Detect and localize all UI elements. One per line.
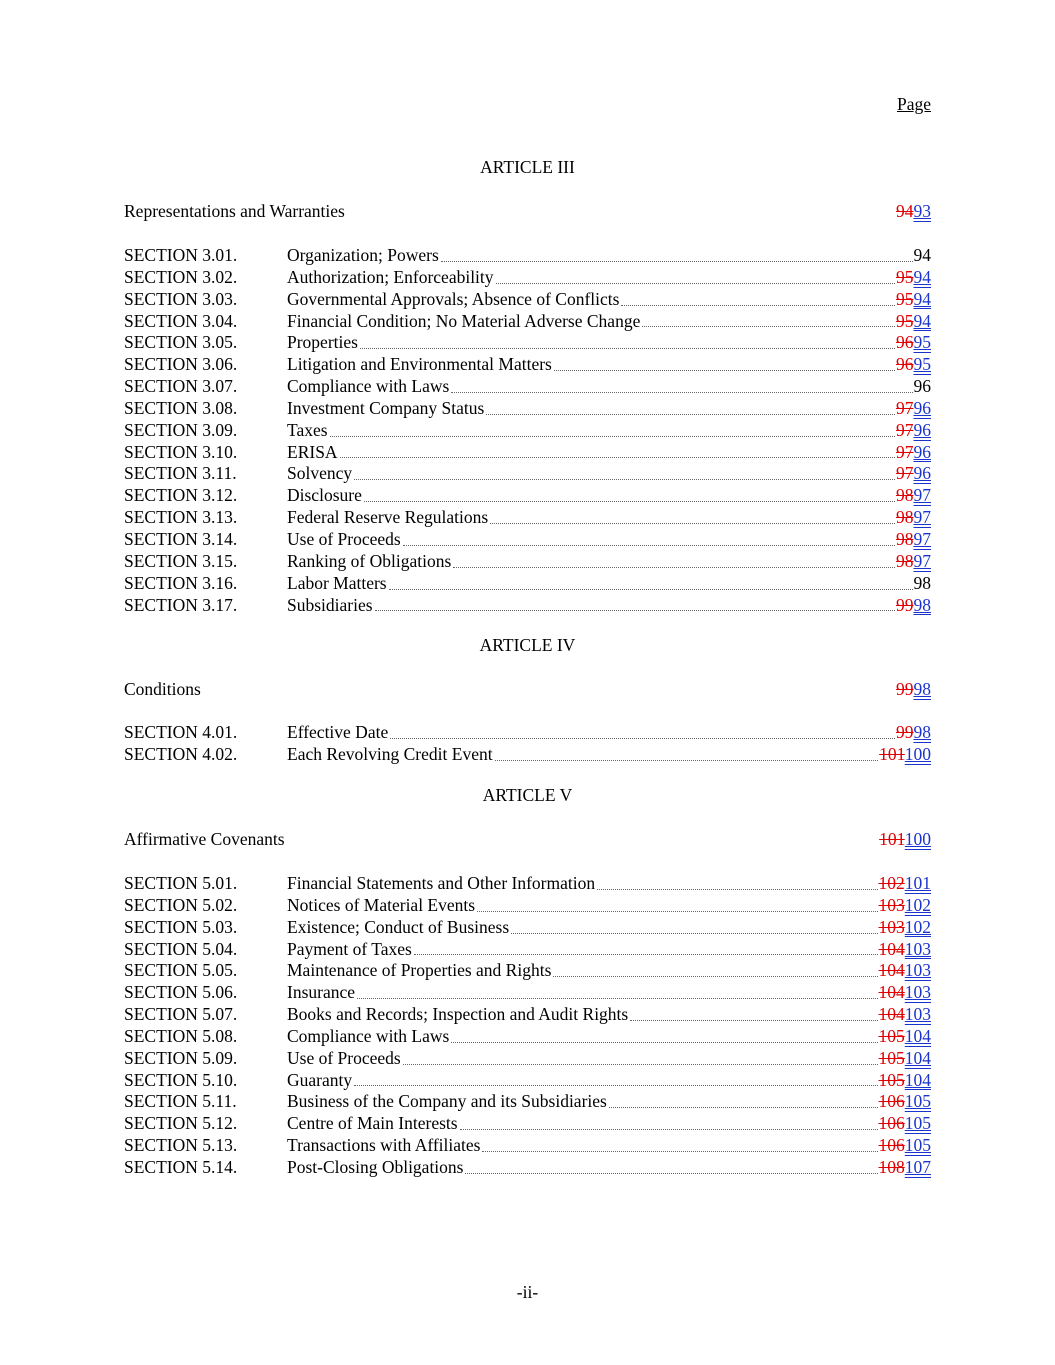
inserted-page-number[interactable]: 97 <box>913 485 931 506</box>
toc-entry <box>287 507 931 529</box>
toc-entry <box>287 354 931 376</box>
deleted-page-number: 101 <box>879 743 905 764</box>
inserted-page-number[interactable]: 103 <box>904 1004 931 1025</box>
section-page-number <box>896 485 931 507</box>
section-page-number <box>896 311 931 333</box>
toc-entry <box>287 1091 931 1113</box>
toc-entry <box>287 1135 931 1157</box>
section-page-number <box>896 529 931 551</box>
toc-entry-row[interactable] <box>124 485 931 507</box>
dot-leader <box>511 917 877 934</box>
section-page-number <box>914 573 932 595</box>
section-page-number <box>879 873 932 895</box>
toc-entry <box>287 551 931 573</box>
inserted-page-number[interactable]: 107 <box>904 1156 931 1177</box>
deleted-page-number: 99 <box>896 594 914 615</box>
section-number: SECTION 5.11. <box>124 1091 237 1112</box>
deleted-page-number: 95 <box>896 310 914 331</box>
page-number: 98 <box>913 572 931 593</box>
inserted-page-number[interactable]: 103 <box>904 938 931 959</box>
section-page-number <box>896 267 931 289</box>
section-title: Notices of Material Events <box>287 894 476 915</box>
deleted-page-number: 106 <box>878 1135 905 1156</box>
toc-entry <box>287 1048 931 1070</box>
deleted-page-number: 97 <box>896 463 914 484</box>
section-title: Financial Statements and Other Information <box>287 873 596 893</box>
section-page-number <box>879 1070 932 1092</box>
deleted-page-number: 95 <box>896 266 914 287</box>
section-page-number <box>896 551 931 573</box>
section-title: Effective Date <box>287 722 389 742</box>
toc-entry-row[interactable] <box>124 917 931 939</box>
toc-entry-row[interactable] <box>124 267 931 289</box>
section-title: ERISA <box>287 441 338 462</box>
section-title: Books and Records; Inspection and Audit Rights <box>287 1004 629 1025</box>
section-page-number <box>914 376 932 398</box>
section-number: SECTION 5.05. <box>124 960 238 981</box>
section-page-number <box>879 960 932 982</box>
inserted-page-number[interactable]: 100 <box>904 829 931 849</box>
dot-leader <box>495 744 879 761</box>
dot-leader <box>490 507 895 524</box>
section-title: Properties <box>287 332 358 353</box>
section-title: Centre of Main Interests <box>287 1113 458 1134</box>
section-number: SECTION 5.08. <box>124 1025 238 1046</box>
dot-leader <box>451 376 912 393</box>
deleted-page-number: 102 <box>878 873 905 893</box>
group-title: Conditions <box>124 679 201 699</box>
group-page-number <box>896 201 931 222</box>
deleted-page-number: 104 <box>878 960 905 981</box>
dot-leader <box>609 1091 878 1108</box>
section-title: Ranking of Obligations <box>287 550 452 571</box>
toc-entry <box>287 1157 931 1179</box>
section-title: Business of the Company and its Subsidiaries <box>287 1091 607 1112</box>
deleted-page-number: 98 <box>896 550 914 571</box>
dot-leader <box>642 311 895 328</box>
section-number: SECTION 3.07. <box>124 376 238 397</box>
group-page-number <box>896 679 931 700</box>
dot-leader <box>441 245 913 262</box>
dot-leader <box>553 960 877 977</box>
dot-leader <box>460 1113 878 1130</box>
article-heading: ARTICLE IV <box>479 635 576 655</box>
section-number: SECTION 3.15. <box>124 550 238 571</box>
section-title: Federal Reserve Regulations <box>287 507 489 528</box>
deleted-page-number: 103 <box>878 916 905 937</box>
toc-entry-row[interactable] <box>124 873 931 895</box>
section-page-number <box>896 463 931 485</box>
section-title: Each Revolving Credit Event <box>287 743 493 764</box>
inserted-page-number[interactable]: 96 <box>913 441 931 462</box>
toc-entry-row[interactable] <box>124 1070 931 1092</box>
page-number: 94 <box>913 245 931 265</box>
toc-entry-row[interactable] <box>124 982 931 1004</box>
inserted-page-number[interactable]: 105 <box>904 1091 931 1112</box>
section-page-number <box>879 1091 932 1113</box>
section-number: SECTION 3.02. <box>124 266 238 287</box>
section-title: Taxes <box>287 419 328 440</box>
toc-entry-row[interactable] <box>124 420 931 442</box>
dot-leader <box>354 463 895 480</box>
section-number: SECTION 5.13. <box>124 1135 238 1156</box>
inserted-page-number[interactable]: 97 <box>913 550 931 571</box>
section-number: SECTION 3.04. <box>124 310 238 331</box>
section-title: Compliance with Laws <box>287 1025 450 1046</box>
dot-leader <box>390 722 895 739</box>
section-title: Compliance with Laws <box>287 376 450 397</box>
section-page-number <box>879 1135 932 1157</box>
dot-leader <box>354 1070 877 1087</box>
section-page-number <box>896 507 931 529</box>
dot-leader <box>482 1135 877 1152</box>
toc-entry-row[interactable] <box>124 1091 931 1113</box>
page-number: 96 <box>913 376 931 397</box>
toc-entry <box>287 289 931 311</box>
inserted-page-number[interactable]: 95 <box>913 354 931 375</box>
toc-entry-row[interactable] <box>124 1048 931 1070</box>
dot-leader <box>403 529 895 546</box>
deleted-page-number: 105 <box>878 1047 905 1068</box>
dot-leader <box>477 895 877 912</box>
toc-entry <box>287 398 931 420</box>
section-page-number <box>896 722 931 744</box>
toc-entry-row[interactable] <box>124 354 931 376</box>
section-number: SECTION 3.16. <box>124 572 238 593</box>
section-number: SECTION 5.06. <box>124 982 238 1003</box>
section-title: Litigation and Environmental Matters <box>287 354 552 375</box>
section-page-number <box>879 917 932 939</box>
inserted-page-number[interactable]: 96 <box>913 419 931 440</box>
toc-entry-row[interactable] <box>124 463 931 485</box>
dot-leader <box>451 1026 877 1043</box>
dot-leader <box>597 873 877 890</box>
section-title: Use of Proceeds <box>287 528 401 549</box>
deleted-page-number: 96 <box>896 354 914 375</box>
dot-leader <box>554 354 895 371</box>
section-title: Post-Closing Obligations <box>287 1156 464 1177</box>
section-number: SECTION 4.02. <box>124 743 238 764</box>
toc-entry <box>287 442 931 464</box>
section-title: Authorization; Enforceability <box>287 266 494 287</box>
deleted-page-number: 98 <box>896 485 914 506</box>
section-page-number <box>879 939 932 961</box>
section-page-number <box>879 1026 932 1048</box>
dot-leader <box>357 982 877 999</box>
inserted-page-number[interactable]: 102 <box>904 916 931 937</box>
toc-entry <box>287 573 931 595</box>
section-number: SECTION 3.09. <box>124 419 238 440</box>
toc-entry-row[interactable] <box>124 332 931 354</box>
section-title: Governmental Approvals; Absence of Conflicts <box>287 288 620 309</box>
inserted-page-number[interactable]: 97 <box>913 507 931 528</box>
toc-entry <box>287 960 931 982</box>
toc-entry-row[interactable] <box>124 507 931 529</box>
section-number: SECTION 3.17. <box>124 594 238 615</box>
dot-leader <box>453 551 895 568</box>
toc-entry-row[interactable] <box>124 289 931 311</box>
section-title: Insurance <box>287 982 356 1003</box>
section-title: Financial Condition; No Material Adverse Change <box>287 310 641 331</box>
dot-leader <box>621 289 895 306</box>
toc-entry-row[interactable] <box>124 245 931 267</box>
section-page-number <box>896 398 931 420</box>
section-number: SECTION 3.03. <box>124 288 238 309</box>
article-heading: ARTICLE III <box>480 157 575 177</box>
section-number: SECTION 3.08. <box>124 397 238 418</box>
toc-entry-row[interactable] <box>124 311 931 333</box>
group-title: Representations and Warranties <box>124 201 345 221</box>
section-number: SECTION 5.14. <box>124 1156 238 1177</box>
toc-entry-row[interactable] <box>124 376 931 398</box>
toc-entry <box>287 1004 931 1026</box>
section-number: SECTION 5.12. <box>124 1113 238 1134</box>
toc-entry <box>287 917 931 939</box>
section-number: SECTION 3.05. <box>124 332 238 353</box>
inserted-page-number[interactable]: 101 <box>904 873 931 893</box>
inserted-page-number[interactable]: 94 <box>913 266 931 287</box>
dot-leader <box>630 1004 877 1021</box>
dot-leader <box>486 398 895 415</box>
section-title: Maintenance of Properties and Rights <box>287 960 552 981</box>
dot-leader <box>360 332 895 349</box>
toc-entry <box>287 939 931 961</box>
section-page-number <box>879 1113 932 1135</box>
dot-leader <box>465 1157 877 1174</box>
toc-entry-row[interactable] <box>124 595 931 617</box>
section-page-number <box>879 982 932 1004</box>
toc-entry-row[interactable] <box>124 1026 931 1048</box>
section-number: SECTION 5.07. <box>124 1004 238 1025</box>
section-number: SECTION 3.12. <box>124 485 238 506</box>
inserted-page-number[interactable]: 103 <box>904 982 931 1003</box>
deleted-page-number: 97 <box>896 397 914 418</box>
section-page-number <box>879 1048 932 1070</box>
inserted-page-number[interactable]: 105 <box>904 1135 931 1156</box>
inserted-page-number[interactable]: 93 <box>913 201 931 221</box>
deleted-page-number: 99 <box>896 722 914 742</box>
dot-leader <box>403 1048 878 1065</box>
section-page-number <box>896 354 931 376</box>
toc-entry <box>287 982 931 1004</box>
dot-leader <box>330 420 895 437</box>
deleted-page-number: 104 <box>878 938 905 959</box>
section-title: Organization; Powers <box>287 245 439 265</box>
group-page-number <box>879 829 931 850</box>
inserted-page-number[interactable]: 98 <box>913 722 931 742</box>
deleted-page-number: 104 <box>878 982 905 1003</box>
section-number: SECTION 3.01. <box>124 245 238 265</box>
deleted-page-number: 105 <box>878 1025 905 1046</box>
inserted-page-number[interactable]: 104 <box>904 1069 931 1090</box>
toc-entry-row[interactable] <box>124 1135 931 1157</box>
section-number: SECTION 3.06. <box>124 354 238 375</box>
deleted-page-number: 97 <box>896 419 914 440</box>
dot-leader <box>340 442 895 459</box>
toc-entry <box>287 311 931 333</box>
inserted-page-number[interactable]: 95 <box>913 332 931 353</box>
deleted-page-number: 97 <box>896 441 914 462</box>
toc-entry-row[interactable] <box>124 895 931 917</box>
section-number: SECTION 5.03. <box>124 916 238 937</box>
toc-entry <box>287 267 931 289</box>
inserted-page-number[interactable]: 102 <box>904 894 931 915</box>
inserted-page-number[interactable]: 104 <box>904 1025 931 1046</box>
toc-entry-row[interactable] <box>124 398 931 420</box>
section-page-number <box>896 442 931 464</box>
deleted-page-number: 99 <box>896 679 914 699</box>
dot-leader <box>375 595 895 612</box>
inserted-page-number[interactable]: 96 <box>913 397 931 418</box>
deleted-page-number: 98 <box>896 528 914 549</box>
inserted-page-number[interactable]: 98 <box>913 679 931 699</box>
inserted-page-number[interactable]: 104 <box>904 1047 931 1068</box>
toc-entry-row[interactable] <box>124 1157 931 1179</box>
toc-entry-row[interactable] <box>124 551 931 573</box>
toc-entry <box>287 1070 931 1092</box>
section-title: Guaranty <box>287 1069 353 1090</box>
toc-entry-row[interactable] <box>124 1004 931 1026</box>
section-page-number <box>879 1004 932 1026</box>
toc-entry-row[interactable] <box>124 1113 931 1135</box>
section-number: SECTION 3.10. <box>124 441 238 462</box>
section-number: SECTION 4.01. <box>124 722 238 742</box>
inserted-page-number[interactable]: 94 <box>913 310 931 331</box>
deleted-page-number: 106 <box>878 1091 905 1112</box>
deleted-page-number: 96 <box>896 332 914 353</box>
article-heading: ARTICLE V <box>482 785 573 805</box>
deleted-page-number: 94 <box>896 201 914 221</box>
toc-entry <box>287 485 931 507</box>
toc-entry <box>287 873 931 895</box>
toc-entry <box>287 529 931 551</box>
section-title: Use of Proceeds <box>287 1047 401 1068</box>
toc-entry-row[interactable] <box>124 573 931 595</box>
inserted-page-number[interactable]: 98 <box>913 594 931 615</box>
toc-entry-row[interactable] <box>124 960 931 982</box>
dot-leader <box>364 485 895 502</box>
section-number: SECTION 5.10. <box>124 1069 238 1090</box>
section-page-number <box>879 1157 932 1179</box>
section-title: Payment of Taxes <box>287 938 412 959</box>
toc-entry-row[interactable] <box>124 442 931 464</box>
section-page-number <box>896 332 931 354</box>
section-number: SECTION 5.04. <box>124 938 238 959</box>
section-title: Disclosure <box>287 485 362 506</box>
toc-entry <box>287 332 931 354</box>
dot-leader <box>496 267 895 284</box>
toc-entry <box>287 245 931 267</box>
section-list <box>124 722 931 766</box>
deleted-page-number: 104 <box>878 1004 905 1025</box>
page-footer-number: -ii- <box>516 1282 539 1302</box>
toc-entry-row[interactable] <box>124 722 931 744</box>
section-page-number <box>879 744 931 766</box>
toc-entry <box>287 376 931 398</box>
section-page-number <box>896 420 931 442</box>
dot-leader <box>389 573 913 590</box>
deleted-page-number: 106 <box>878 1113 905 1134</box>
deleted-page-number: 98 <box>896 507 914 528</box>
toc-entry <box>287 463 931 485</box>
section-list <box>124 873 931 1179</box>
inserted-page-number[interactable]: 100 <box>904 743 931 764</box>
section-title: Investment Company Status <box>287 397 485 418</box>
toc-entry <box>287 420 931 442</box>
section-number: SECTION 3.13. <box>124 507 238 528</box>
section-title: Subsidiaries <box>287 594 373 615</box>
section-title: Transactions with Affiliates <box>287 1135 481 1156</box>
section-number: SECTION 5.09. <box>124 1047 238 1068</box>
inserted-page-number[interactable]: 97 <box>913 528 931 549</box>
toc-entry <box>287 1113 931 1135</box>
section-title: Labor Matters <box>287 572 387 593</box>
dot-leader <box>414 939 878 956</box>
section-number: SECTION 3.14. <box>124 528 238 549</box>
inserted-page-number[interactable]: 105 <box>904 1113 931 1134</box>
toc-entry <box>287 1026 931 1048</box>
toc-entry <box>287 744 931 766</box>
inserted-page-number[interactable]: 103 <box>904 960 931 981</box>
toc-entry-row[interactable] <box>124 939 931 961</box>
deleted-page-number: 95 <box>896 288 914 309</box>
deleted-page-number: 101 <box>879 829 905 849</box>
toc-entry-row[interactable] <box>124 529 931 551</box>
deleted-page-number: 108 <box>878 1156 905 1177</box>
section-list <box>124 245 931 616</box>
toc-entry-row[interactable] <box>124 744 931 766</box>
section-page-number <box>879 895 932 917</box>
page-column-label: Page <box>896 94 931 114</box>
section-number: SECTION 3.11. <box>124 463 237 484</box>
section-title: Existence; Conduct of Business <box>287 916 510 937</box>
deleted-page-number: 103 <box>878 894 905 915</box>
deleted-page-number: 105 <box>878 1069 905 1090</box>
section-number: SECTION 5.02. <box>124 894 238 915</box>
inserted-page-number[interactable]: 96 <box>913 463 931 484</box>
toc-entry <box>287 722 931 744</box>
section-page-number <box>914 245 932 267</box>
section-page-number <box>896 289 931 311</box>
section-title: Solvency <box>287 463 353 484</box>
toc-entry <box>287 895 931 917</box>
section-number: SECTION 5.01. <box>124 873 238 893</box>
section-page-number <box>896 595 931 617</box>
group-title: Affirmative Covenants <box>124 829 285 849</box>
inserted-page-number[interactable]: 94 <box>913 288 931 309</box>
toc-entry <box>287 595 931 617</box>
